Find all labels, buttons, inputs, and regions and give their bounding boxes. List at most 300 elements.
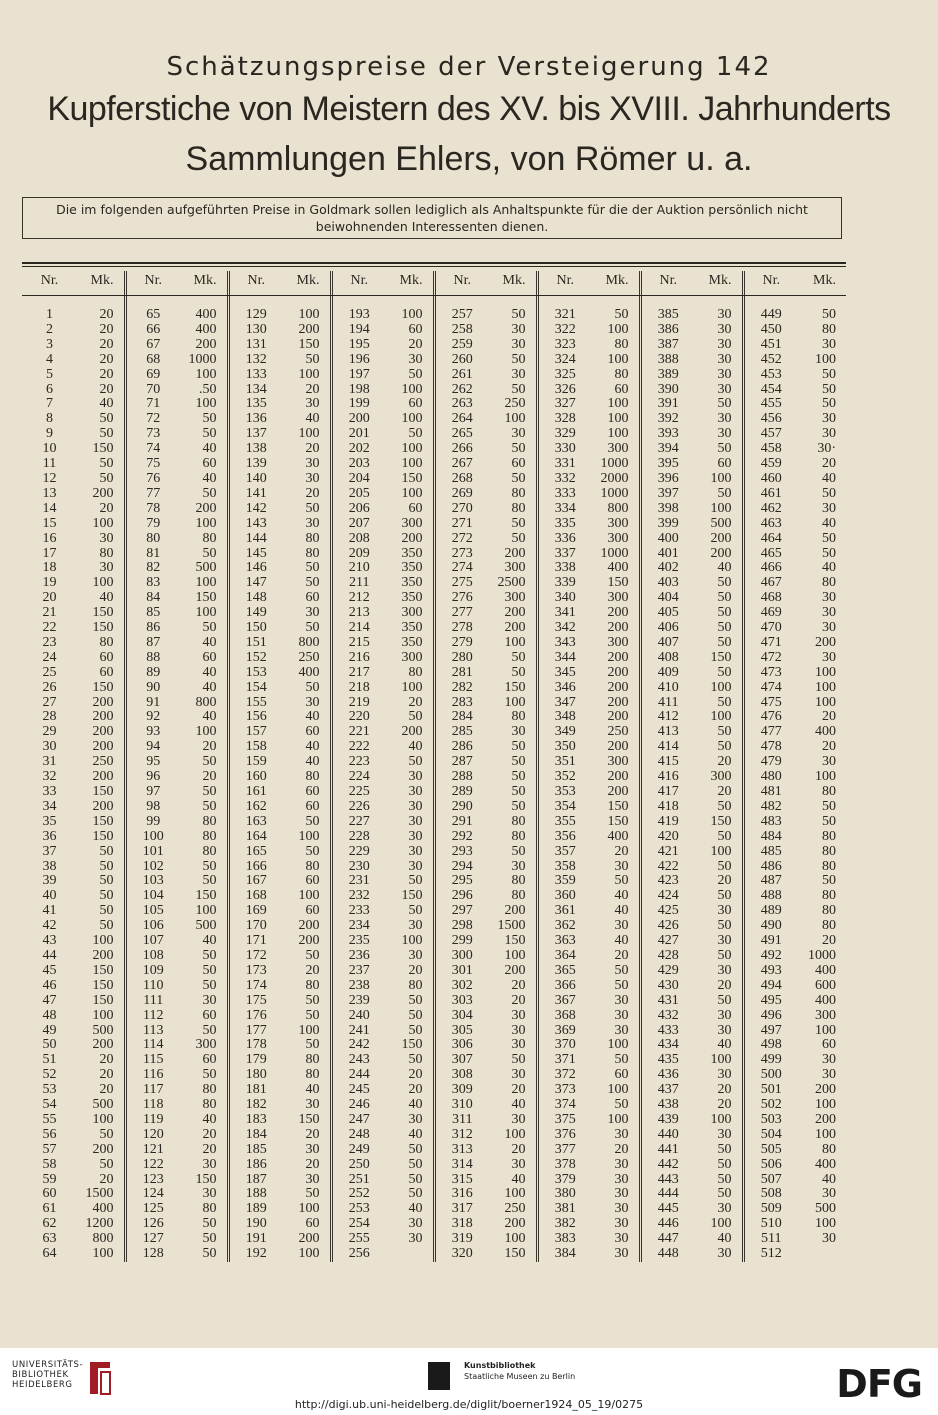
lot-number: 164: [228, 830, 283, 845]
heidelberg-library-logo[interactable]: [12, 1360, 82, 1390]
heidelberg-library-logo-text: UNIVERSITÄTS- BIBLIOTHEK HEIDELBERG: [12, 1360, 84, 1390]
lot-number: 389: [640, 368, 695, 383]
estimate-price: 30: [717, 426, 732, 442]
lot-number: 303: [434, 994, 489, 1009]
lot-number: 104: [125, 889, 180, 904]
estimate-price: 80: [511, 813, 526, 829]
lot-number: 208: [331, 532, 386, 547]
table-row: [22, 1098, 846, 1113]
table-row: [22, 427, 846, 442]
lot-number: 360: [537, 889, 592, 904]
lot-number: 355: [537, 815, 592, 830]
estimate-price: 150: [92, 605, 114, 621]
lot-number: 26: [42, 679, 57, 695]
lot-number: 209: [331, 547, 386, 562]
estimate-price: 20: [99, 1067, 114, 1083]
lot-number: 30: [42, 739, 57, 755]
lot-number: 196: [331, 353, 386, 368]
lot-number: 311: [434, 1113, 489, 1128]
lot-number: 229: [331, 845, 386, 860]
lot-number: 87: [125, 636, 180, 651]
table-row: [22, 1247, 846, 1262]
estimate-price: 40: [202, 441, 217, 457]
lot-number: 218: [331, 681, 386, 696]
estimate-price: 30: [511, 1022, 526, 1038]
lot-number: 304: [434, 1009, 489, 1024]
lot-number: 169: [228, 904, 283, 919]
estimate-price: 500: [92, 1097, 114, 1113]
lot-number: 216: [331, 651, 386, 666]
lot-number: 198: [331, 383, 386, 398]
lot-number: 11: [42, 456, 57, 472]
lot-number: 264: [434, 412, 489, 427]
lot-number: 21: [42, 605, 57, 621]
lot-number: 388: [640, 353, 695, 368]
table-row: [22, 696, 846, 711]
lot-number: 214: [331, 621, 386, 636]
lot-number: 368: [537, 1009, 592, 1024]
lot-number: 480: [743, 770, 798, 785]
lot-number: 370: [537, 1038, 592, 1053]
lot-number: 113: [125, 1024, 180, 1039]
estimate-price: 100: [710, 709, 732, 725]
lot-number: 386: [640, 323, 695, 338]
estimate-price: 20: [305, 1156, 320, 1172]
estimate-price: 30: [614, 1216, 629, 1232]
lot-number: 160: [228, 770, 283, 785]
lot-number: 423: [640, 874, 695, 889]
estimate-price: 60: [717, 456, 732, 472]
estimate-price: 80: [202, 828, 217, 844]
lot-number: 119: [125, 1113, 180, 1128]
lot-number: 3: [46, 336, 53, 352]
estimate-price: 50: [717, 858, 732, 874]
lot-number: 491: [743, 934, 798, 949]
estimate-price: 20: [614, 1141, 629, 1157]
estimate-price: 50: [511, 769, 526, 785]
lot-number: 265: [434, 427, 489, 442]
table-row: [22, 457, 846, 472]
estimate-price: 40: [408, 1126, 423, 1142]
estimate-price: 100: [815, 1216, 836, 1232]
lot-number: 438: [640, 1098, 695, 1113]
estimate-price: 30: [822, 605, 836, 621]
lot-number: 384: [537, 1247, 592, 1262]
estimate-price: 40: [822, 470, 836, 486]
estimate-price: 400: [607, 560, 629, 576]
lot-number: 81: [125, 547, 180, 562]
estimate-price: 100: [401, 679, 423, 695]
lot-number: 381: [537, 1202, 592, 1217]
lot-number: 199: [331, 397, 386, 412]
table-row: [22, 338, 846, 353]
lot-number: 257: [434, 308, 489, 323]
lot-number: 263: [434, 397, 489, 412]
estimate-price: 50: [99, 918, 114, 934]
estimate-price: 150: [298, 336, 320, 352]
table-row: [22, 1173, 846, 1188]
lot-number: 52: [42, 1067, 57, 1083]
lot-number: 378: [537, 1158, 592, 1173]
table-row: [22, 353, 846, 368]
lot-number: 409: [640, 666, 695, 681]
column-header-mk: Mk.: [605, 273, 629, 288]
price-notice-box: Die im folgenden aufgeführten Preise in Goldmark sollen lediglich als Anhaltspunkte für die der Auktion persönlich nicht beiwohnenden Interessenten dienen.: [22, 197, 842, 239]
estimate-price: 30: [717, 962, 732, 978]
lot-number: 267: [434, 457, 489, 472]
lot-number: 495: [743, 994, 798, 1009]
kunstbibliothek-emblem-icon: [428, 1362, 450, 1390]
estimate-price: 200: [815, 1082, 836, 1098]
estimate-price: 50: [99, 456, 114, 472]
lot-number: 374: [537, 1098, 592, 1113]
lot-number: 62: [42, 1216, 57, 1232]
estimate-price: 20: [305, 441, 320, 457]
estimate-price: 30: [614, 1156, 629, 1172]
table-row: [22, 487, 846, 502]
table-row: [22, 591, 846, 606]
lot-number: 308: [434, 1068, 489, 1083]
lot-number: 61: [42, 1201, 57, 1217]
lot-number: 413: [640, 725, 695, 740]
estimate-price: 30: [717, 1126, 732, 1142]
estimate-price: 300: [504, 590, 526, 606]
table-row: [22, 1217, 846, 1232]
table-row: [22, 815, 846, 830]
lot-number: 282: [434, 681, 489, 696]
lot-number: 383: [537, 1232, 592, 1247]
estimate-price: 20: [202, 1141, 217, 1157]
estimate-price: 80: [511, 500, 526, 516]
estimate-price: 30: [717, 351, 732, 367]
lot-number: 145: [228, 547, 283, 562]
lot-number: 69: [125, 368, 180, 383]
lot-number: 243: [331, 1053, 386, 1068]
estimate-price: 50: [202, 411, 217, 427]
estimate-price: 30: [614, 1246, 629, 1262]
estimate-price: 200: [815, 634, 836, 650]
estimate-price: 50: [822, 381, 836, 397]
column-header-nr: Nr.: [40, 273, 59, 288]
lot-number: 499: [743, 1053, 798, 1068]
table-row: [22, 576, 846, 591]
estimate-price: 100: [298, 888, 320, 904]
lot-number: 474: [743, 681, 798, 696]
price-table-body: [22, 290, 846, 1262]
lot-number: 128: [125, 1247, 180, 1262]
lot-number: 434: [640, 1038, 695, 1053]
lot-number: 436: [640, 1068, 695, 1083]
estimate-price: 200: [607, 605, 629, 621]
estimate-price: 200: [298, 321, 320, 337]
estimate-price: 100: [401, 307, 423, 322]
estimate-price: 100: [607, 426, 629, 442]
lot-number: 407: [640, 636, 695, 651]
lot-number: 481: [743, 785, 798, 800]
estimate-price: 50: [822, 798, 836, 814]
lot-number: 507: [743, 1173, 798, 1188]
lot-number: 262: [434, 383, 489, 398]
lot-number: 249: [331, 1143, 386, 1158]
lot-number: 173: [228, 964, 283, 979]
lot-number: 255: [331, 1232, 386, 1247]
lot-number: 115: [125, 1053, 180, 1068]
estimate-price: 30: [614, 1171, 629, 1187]
estimate-price: 40: [614, 903, 629, 919]
lot-number: 127: [125, 1232, 180, 1247]
estimate-price: 20: [99, 321, 114, 337]
estimate-price: 50: [717, 1156, 732, 1172]
estimate-price: 80: [822, 575, 836, 591]
lot-number: 457: [743, 427, 798, 442]
estimate-price: 100: [195, 605, 217, 621]
estimate-price: 60: [305, 873, 320, 889]
table-row: [22, 606, 846, 621]
estimate-price: 20: [305, 962, 320, 978]
estimate-price: 60: [614, 1067, 629, 1083]
estimate-price: 40: [305, 1082, 320, 1098]
lot-number: 284: [434, 710, 489, 725]
lot-number: 293: [434, 845, 489, 860]
lot-number: 55: [42, 1111, 57, 1127]
lot-number: 226: [331, 800, 386, 815]
estimate-price: 80: [822, 1141, 836, 1157]
estimate-price: 200: [504, 620, 526, 636]
lot-number: 359: [537, 874, 592, 889]
lot-number: 373: [537, 1083, 592, 1098]
estimate-price: 80: [822, 903, 836, 919]
estimate-price: 100: [710, 843, 732, 859]
lot-number: 372: [537, 1068, 592, 1083]
lot-number: 167: [228, 874, 283, 889]
table-row: [22, 397, 846, 412]
estimate-price: 200: [607, 739, 629, 755]
estimate-price: 40: [822, 1171, 836, 1187]
estimate-price: 50: [511, 381, 526, 397]
source-url[interactable]: http://digi.ub.uni-heidelberg.de/diglit/boerner1924_05_19/0275: [294, 1398, 644, 1411]
estimate-price: 500: [92, 1022, 114, 1038]
estimate-price: 50: [202, 620, 217, 636]
estimate-price: 80: [511, 709, 526, 725]
lot-number: 393: [640, 427, 695, 442]
estimate-price: 150: [92, 828, 114, 844]
estimate-price: 30: [717, 1007, 732, 1023]
lot-number: 320: [434, 1247, 489, 1262]
estimate-price: 100: [815, 694, 836, 710]
lot-number: 406: [640, 621, 695, 636]
lot-number: 22: [42, 620, 57, 636]
lot-number: 297: [434, 904, 489, 919]
estimate-price: 50: [717, 724, 732, 740]
estimate-price: 30: [717, 381, 732, 397]
estimate-price: 30: [511, 1067, 526, 1083]
lot-number: 313: [434, 1143, 489, 1158]
kunstbibliothek-subtitle: Staatliche Museen zu Berlin: [464, 1372, 576, 1381]
lot-number: 13: [42, 485, 57, 501]
lot-number: 412: [640, 710, 695, 725]
lot-number: 210: [331, 561, 386, 576]
lot-number: 254: [331, 1217, 386, 1232]
lot-number: 414: [640, 740, 695, 755]
lot-number: 298: [434, 919, 489, 934]
estimate-price: 30: [717, 366, 732, 382]
estimate-price: 60: [99, 664, 114, 680]
table-row: [22, 1143, 846, 1158]
lot-number: 232: [331, 889, 386, 904]
estimate-price: 100: [298, 1246, 320, 1262]
lot-number: 500: [743, 1068, 798, 1083]
estimate-price: 200: [607, 664, 629, 680]
lot-number: 440: [640, 1128, 695, 1143]
dfg-logo[interactable]: DFG: [836, 1362, 922, 1406]
estimate-price: 400: [815, 1156, 836, 1172]
estimate-price: 80: [99, 634, 114, 650]
estimate-price: 2500: [497, 575, 526, 591]
estimate-price: 30: [99, 560, 114, 576]
lot-number: 242: [331, 1038, 386, 1053]
estimate-price: 150: [504, 933, 526, 949]
estimate-price: 20: [822, 456, 836, 472]
lot-number: 76: [125, 472, 180, 487]
lot-number: 330: [537, 442, 592, 457]
lot-number: 256: [331, 1247, 386, 1262]
lot-number: 156: [228, 710, 283, 725]
lot-number: 253: [331, 1202, 386, 1217]
estimate-price: 50: [614, 1052, 629, 1068]
lot-number: 337: [537, 547, 592, 562]
lot-number: 150: [228, 621, 283, 636]
estimate-price: 40: [305, 739, 320, 755]
lot-number: 53: [42, 1082, 57, 1098]
estimate-price: 30: [408, 1111, 423, 1127]
estimate-price: 30: [305, 1097, 320, 1113]
estimate-price: 80: [202, 530, 217, 546]
estimate-price: 500: [195, 560, 217, 576]
estimate-price: 200: [92, 694, 114, 710]
estimate-price: 80: [511, 828, 526, 844]
lot-number: 347: [537, 696, 592, 711]
table-row: [22, 755, 846, 770]
estimate-price: 40: [202, 933, 217, 949]
lot-number: 399: [640, 517, 695, 532]
estimate-price: 80: [305, 1052, 320, 1068]
lot-number: 295: [434, 874, 489, 889]
lot-number: 19: [42, 575, 57, 591]
estimate-price: 200: [92, 798, 114, 814]
table-row: [22, 1083, 846, 1098]
lot-number: 301: [434, 964, 489, 979]
estimate-price: 60: [408, 500, 423, 516]
lot-number: 141: [228, 487, 283, 502]
estimate-price: 30: [822, 620, 836, 636]
column-header-mk: Mk.: [708, 273, 732, 288]
estimate-price: 30: [614, 1186, 629, 1202]
lot-number: 354: [537, 800, 592, 815]
lot-number: 116: [125, 1068, 180, 1083]
lot-number: 43: [42, 933, 57, 949]
lot-number: 312: [434, 1128, 489, 1143]
table-row: [22, 1053, 846, 1068]
lot-number: 371: [537, 1053, 592, 1068]
estimate-price: 50: [511, 470, 526, 486]
lot-number: 47: [42, 992, 57, 1008]
lot-number: 48: [42, 1007, 57, 1023]
estimate-price: 100: [298, 1201, 320, 1217]
estimate-price: 150: [710, 649, 732, 665]
lot-number: 194: [331, 323, 386, 338]
estimate-price: 250: [92, 754, 114, 770]
lot-number: 343: [537, 636, 592, 651]
lot-number: 326: [537, 383, 592, 398]
estimate-price: 20: [99, 500, 114, 516]
lot-number: 463: [743, 517, 798, 532]
estimate-price: [798, 1247, 846, 1262]
estimate-price: 30: [408, 351, 423, 367]
lot-number: 224: [331, 770, 386, 785]
table-row: [22, 681, 846, 696]
lot-number: 74: [125, 442, 180, 457]
lot-number: 89: [125, 666, 180, 681]
estimate-price: 30: [717, 307, 732, 322]
estimate-price: 400: [815, 724, 836, 740]
digitization-footer: [0, 1348, 938, 1415]
estimate-price: 100: [607, 1037, 629, 1053]
lot-number: 213: [331, 606, 386, 621]
estimate-price: 50: [822, 307, 836, 322]
estimate-price: 50: [305, 1186, 320, 1202]
lot-number: 429: [640, 964, 695, 979]
lot-number: 458: [743, 442, 798, 457]
estimate-price: 20: [511, 977, 526, 993]
lot-number: 344: [537, 651, 592, 666]
table-row: [22, 904, 846, 919]
estimate-price: 30: [511, 724, 526, 740]
lot-number: 217: [331, 666, 386, 681]
estimate-price: 50: [305, 1037, 320, 1053]
estimate-price: 40: [202, 634, 217, 650]
lot-number: 382: [537, 1217, 592, 1232]
estimate-price: 150: [401, 470, 423, 486]
lot-number: 467: [743, 576, 798, 591]
estimate-price: 200: [92, 1141, 114, 1157]
table-row: [22, 308, 846, 323]
estimate-price: 150: [607, 798, 629, 814]
lot-number: 283: [434, 696, 489, 711]
estimate-price: 80: [305, 1067, 320, 1083]
estimate-price: 80: [305, 530, 320, 546]
lot-number: 163: [228, 815, 283, 830]
estimate-price: 50: [717, 1171, 732, 1187]
lot-number: 124: [125, 1187, 180, 1202]
estimate-price: 50: [511, 351, 526, 367]
lot-number: 105: [125, 904, 180, 919]
estimate-price: 50: [305, 1007, 320, 1023]
lot-number: 485: [743, 845, 798, 860]
estimate-price: 60: [305, 590, 320, 606]
estimate-price: 100: [815, 769, 836, 785]
estimate-price: 80: [511, 888, 526, 904]
estimate-price: 50: [717, 992, 732, 1008]
estimate-price: 30: [511, 321, 526, 337]
table-row: [22, 412, 846, 427]
estimate-price: 100: [92, 1246, 114, 1262]
estimate-price: 1000: [188, 351, 217, 367]
column-header-mk: Mk.: [399, 273, 423, 288]
estimate-price: 30: [717, 933, 732, 949]
lot-number: 189: [228, 1202, 283, 1217]
lot-number: 392: [640, 412, 695, 427]
estimate-price: 200: [92, 947, 114, 963]
